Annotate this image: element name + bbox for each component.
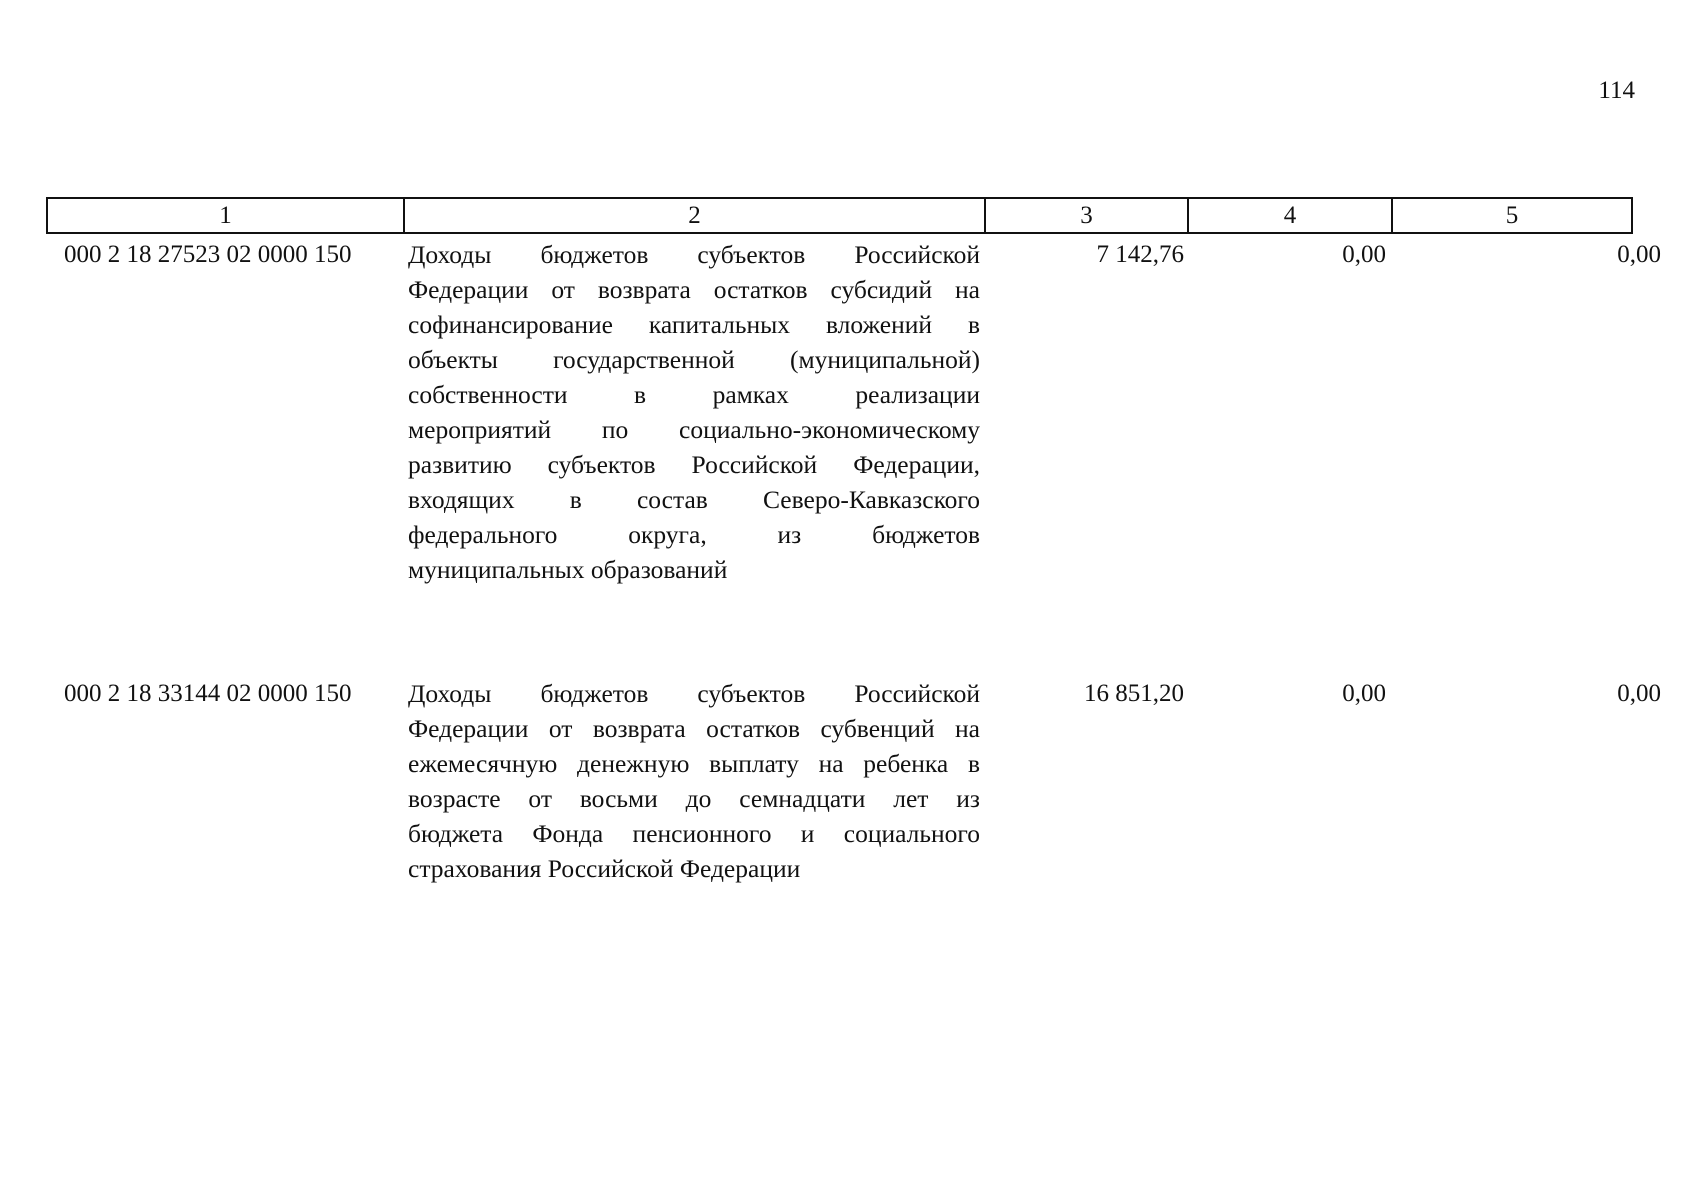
description-line: возрасте от восьми до семнадцати лет из (408, 784, 980, 813)
budget-code: 000 2 18 33144 02 0000 150 (64, 680, 352, 707)
description-line: бюджета Фонда пенсионного и социального (408, 819, 980, 848)
description-line: развитию субъектов Российской Федерации, (408, 450, 980, 479)
header-col-4: 4 (1189, 199, 1393, 232)
budget-code: 000 2 18 27523 02 0000 150 (64, 241, 352, 268)
description-line: Федерации от возврата остатков субвенций на (408, 714, 980, 743)
amount-col-4: 0,00 (1342, 241, 1386, 268)
page-number: 114 (1598, 77, 1635, 104)
description-line: собственности в рамках реализации (408, 380, 980, 409)
description-line: ежемесячную денежную выплату на ребенка в (408, 749, 980, 778)
header-col-5: 5 (1505, 202, 1519, 229)
description-line: Доходы бюджетов субъектов Российской (408, 240, 980, 269)
description-line: Доходы бюджетов субъектов Российской (408, 679, 980, 708)
amount-col-3: 16 851,20 (1084, 680, 1184, 707)
description-line: мероприятий по социально-экономическому (408, 415, 980, 444)
header-col-3: 3 (986, 199, 1189, 232)
description-line: страхования Российской Федерации (408, 854, 801, 883)
description-line: муниципальных образований (408, 555, 728, 584)
amount-col-3: 7 142,76 (1096, 241, 1184, 268)
table-header-row (46, 197, 1633, 234)
header-col-2: 2 (405, 199, 986, 232)
description-line: объекты государственной (муниципальной) (408, 345, 980, 374)
amount-col-5: 0,00 (1617, 680, 1661, 707)
description-line: Федерации от возврата остатков субсидий на (408, 275, 980, 304)
income-description (408, 676, 980, 886)
description-line: софинансирование капитальных вложений в (408, 310, 980, 339)
header-col-1: 1 (48, 199, 405, 232)
description-line: федерального округа, из бюджетов (408, 520, 980, 549)
income-description (408, 237, 980, 587)
description-line: входящих в состав Северо-Кавказского (408, 485, 980, 514)
amount-col-5: 0,00 (1617, 241, 1661, 268)
amount-col-4: 0,00 (1342, 680, 1386, 707)
